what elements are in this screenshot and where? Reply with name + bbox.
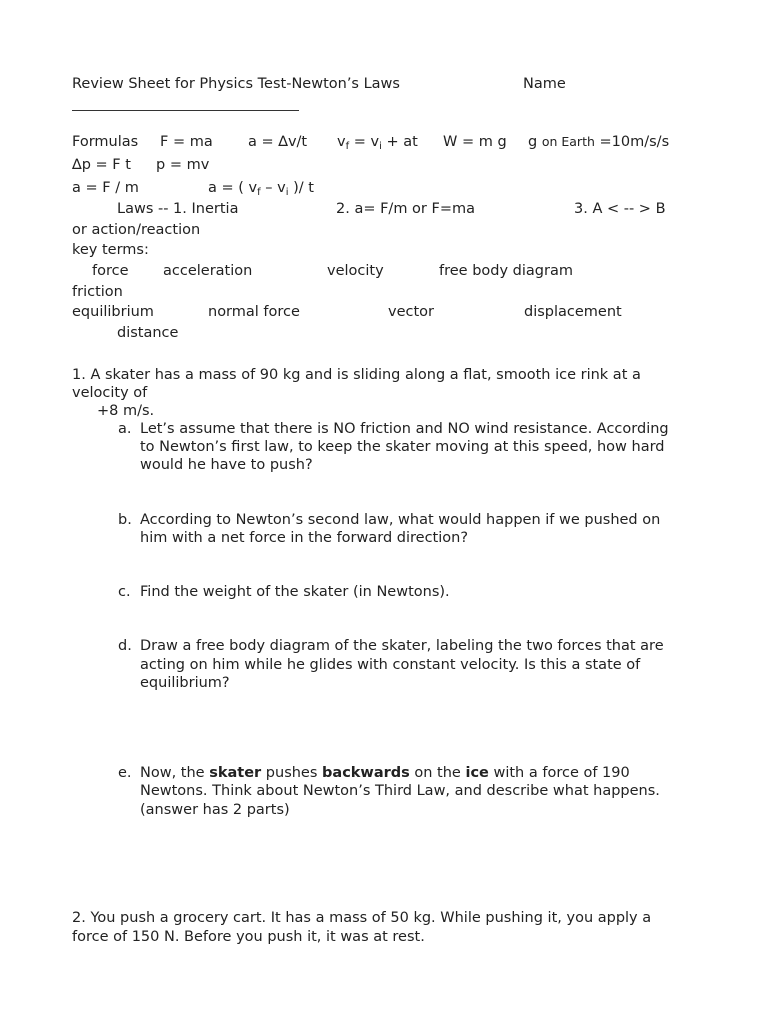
formula-a-f-m: a = F / m [72,180,139,196]
q1-text: velocity of [72,385,148,401]
q1b-marker: b. [118,512,132,528]
key-term: free body diagram [439,263,573,279]
key-term: distance [117,325,179,341]
name-label: Name [523,76,566,92]
name-blank-line [72,110,299,111]
q2-text: 2. You push a grocery cart. It has a mass of 50 kg. While pushing it, you apply a [72,910,652,926]
q1b-text: him with a net force in the forward direction? [140,530,469,546]
key-term: equilibrium [72,304,154,320]
q1d-text: acting on him while he glides with constant velocity. Is this a state of [140,657,641,673]
laws-third-cont: or action/reaction [72,222,201,238]
q1e-text: Now, the skater pushes backwards on the ice with a force of 190 [140,765,630,781]
q1b-text: According to Newton’s second law, what would happen if we pushed on [140,512,661,528]
formula-a-dv-t: a = ∆v/t [248,134,308,150]
q1d-text: equilibrium? [140,675,230,691]
key-term: force [92,263,129,279]
q1d-text: Draw a free body diagram of the skater, labeling the two forces that are [140,638,664,654]
formula-a-vf-vi: a = ( $v_f - v_i$ )/ t [208,180,314,198]
laws-third: 3. A < -- > B [574,201,666,217]
key-terms-label: key terms: [72,242,149,258]
q1a-text: would he have to push? [140,457,313,473]
q1d-marker: d. [118,638,132,654]
formula-f-ma: F = ma [160,134,213,150]
q1e-marker: e. [118,765,132,781]
q1a-text: Let’s assume that there is NO friction and NO wind resistance. According [140,421,669,437]
q1c-text: Find the weight of the skater (in Newtons). [140,584,450,600]
q1c-marker: c. [118,584,131,600]
formula-weight: W = m g [443,134,507,150]
key-term: acceleration [163,263,253,279]
formulas-label: Formulas [72,134,139,150]
key-term: friction [72,284,123,300]
laws-second: 2. a= F/m or F=ma [336,201,475,217]
key-term: velocity [327,263,384,279]
q1-text: +8 m/s. [97,403,155,419]
key-term: vector [388,304,434,320]
key-term: normal force [208,304,300,320]
q1a-marker: a. [118,421,132,437]
q1-text: 1. A skater has a mass of 90 kg and is sliding along a flat, smooth ice rink at a [72,367,641,383]
q2-text: force of 150 N. Before you push it, it was at rest. [72,929,425,945]
document-title: Review Sheet for Physics Test-Newton’s Laws [72,76,400,92]
key-term: displacement [524,304,622,320]
laws-first: Laws -- 1. Inertia [117,201,239,217]
q1a-text: to Newton’s first law, to keep the skater moving at this speed, how hard [140,439,665,455]
q1e-text: (answer has 2 parts) [140,802,290,818]
q1e-text: Newtons. Think about Newton’s Third Law, and describe what happens. [140,783,660,799]
formula-momentum: p = mv [156,157,210,173]
formula-g-earth: g on Earth =10m/s/s [528,134,670,150]
formula-impulse: ∆p = F t [72,157,131,173]
formula-vf: $v_f = v_i$ + at [337,134,418,152]
